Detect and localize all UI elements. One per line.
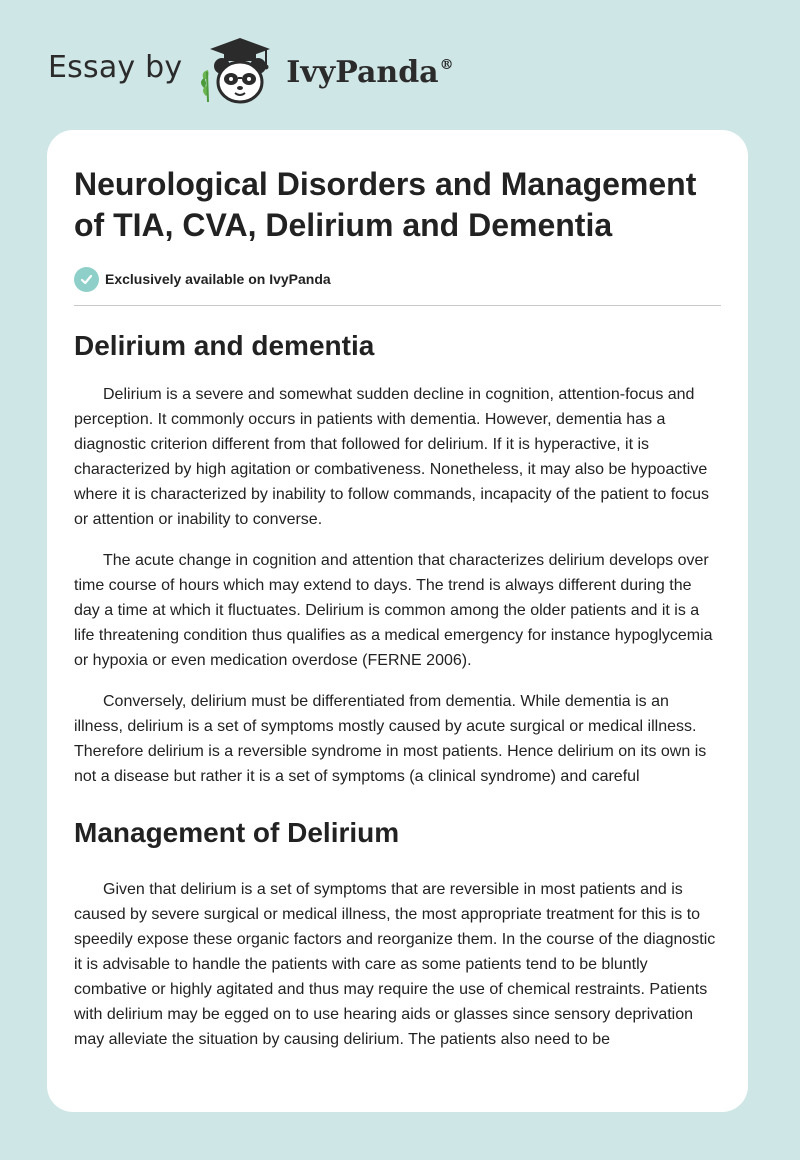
paragraph: Conversely, delirium must be differentiated from dementia. While dementia is an illness, delirium is a set of symptoms mostly caused by acute surgical or medical illness. Therefore delirium is a reversible syndrome in most patients. Hence delirium on its own is not a disease but rather it is a set of symptoms (a clinical syndrome) and careful	[74, 693, 707, 785]
section-heading: Delirium and dementia	[74, 330, 375, 361]
registered-mark: ®	[439, 56, 454, 73]
essay-by-label: Essay by	[48, 49, 183, 85]
brand-name	[286, 55, 453, 90]
brand-name-text: IvyPanda	[286, 54, 439, 90]
site-logo[interactable]	[48, 36, 454, 106]
paragraph: The acute change in cognition and attention that characterizes delirium develops over time course of hours which may extend to days. The trend is always different during the day a time at which it fluctuates. Delirium is common among the older patients and it is a life threatening condition thus qualifies as a medical emergency for instance hypoglycemia or hypoxia or even medication overdose (FERNE 2006).	[74, 552, 713, 669]
exclusive-label: Exclusively available on IvyPanda	[105, 271, 331, 287]
divider	[74, 305, 721, 306]
checkmark-icon	[74, 267, 99, 292]
paragraph: Given that delirium is a set of symptoms that are reversible in most patients and is caused by severe surgical or medical illness, the most appropriate treatment for this is to speedily expose these organic factors and reorganize them. In the course of the diagnostic it is advisable to handle the patients with care as some patients tend to be bluntly combative or highly agitated and thus may require the use of chemical restraints. Patients with delirium may be egged on to use hearing aids or glasses since sensory deprivation may alleviate the situation by causing delirium. The patients also need to be	[74, 881, 716, 1048]
essay-title: Neurological Disorders and Management of TIA, CVA, Delirium and Dementia	[74, 166, 697, 243]
panda-mascot-icon	[198, 36, 282, 106]
exclusive-badge	[74, 266, 721, 292]
essay-card	[47, 130, 748, 1112]
section-heading: Management of Delirium	[74, 817, 400, 848]
paragraph: Delirium is a severe and somewhat sudden decline in cognition, attention-focus and perception. It commonly occurs in patients with dementia. However, dementia has a diagnostic criterion different from that followed for delirium. If it is hyperactive, it is characterized by high agitation or combativeness. Nonetheless, it may also be hypoactive where it is characterized by inability to follow commands, incapacity of the patient to focus or attention or inability to converse.	[74, 386, 709, 528]
